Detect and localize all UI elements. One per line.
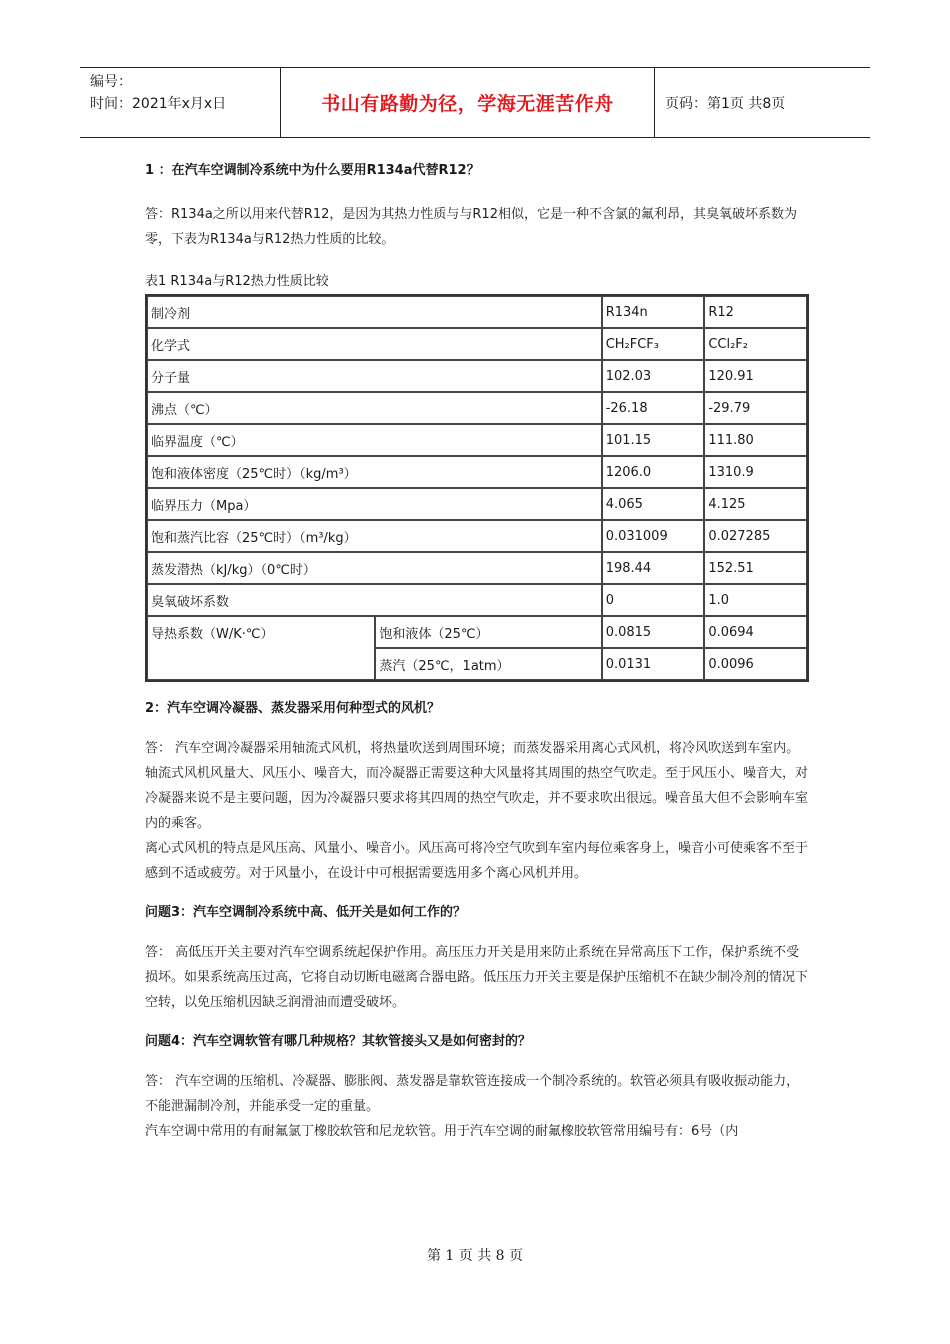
page-header — [80, 67, 870, 138]
properties-table — [145, 294, 809, 682]
table-cell: 0.031009 — [602, 520, 705, 552]
table-cell: 制冷剂 — [147, 296, 602, 328]
answer-3: 答： 高低压开关主要对汽车空调系统起保护作用。高压压力开关是用来防止系统在异常高压下工作，保护系统不受损坏。如果系统高压过高，它将自动切断电磁离合器电路。低压压力开关主要是保护压缩机不在缺少制冷剂的情况下空转，以免压缩机因缺乏润滑油而遭受破坏。 — [145, 945, 809, 1010]
table-row — [147, 584, 807, 616]
table-cell: 饱和液体（25℃） — [375, 616, 601, 648]
document-date: 时间：2021年x月x日 — [90, 96, 227, 112]
table-row — [147, 360, 807, 392]
table-cell: 198.44 — [602, 552, 705, 584]
document-body — [145, 160, 810, 1144]
question-3: 问题3：汽车空调制冷系统中高、低开关是如何工作的？ — [145, 905, 467, 920]
table-cell: -29.79 — [704, 392, 807, 424]
table-cell: 0.0131 — [602, 648, 705, 680]
table-cell: 1206.0 — [602, 456, 705, 488]
table-cell: 饱和蒸汽比容（25℃时）（m³/kg） — [147, 520, 602, 552]
table-cell: 导热系数（W/K·℃） — [147, 616, 375, 680]
document-number-label: 编号： — [90, 74, 132, 90]
answer-2-paragraph-3: 离心式风机的特点是风压高、风量小、噪音小。风压高可将冷空气吹到车室内每位乘客身上，噪音小可使乘客不至于感到不适或疲劳。对于风量小，在设计中可根据需要选用多个离心风机并用。 — [145, 841, 809, 881]
table-header-row — [147, 296, 807, 328]
table-cell: 111.80 — [704, 424, 807, 456]
table-cell: 102.03 — [602, 360, 705, 392]
answer-4: 答： 汽车空调的压缩机、冷凝器、膨胀阀、蒸发器是靠软管连接成一个制冷系统的。软管必须具有吸收振动能力，不能泄漏制冷剂，并能承受一定的重量。 — [145, 1074, 800, 1114]
table-row — [147, 616, 807, 648]
table-cell: 0.027285 — [704, 520, 807, 552]
table-cell: 101.15 — [602, 424, 705, 456]
question-4: 问题4：汽车空调软管有哪几种规格？其软管接头又是如何密封的？ — [145, 1034, 532, 1049]
table-row — [147, 552, 807, 584]
table-cell: 化学式 — [147, 328, 602, 360]
header-motto: 书山有路勤为径，学海无涯苦作舟 — [281, 68, 655, 137]
table-cell: 0 — [602, 584, 705, 616]
page-footer: 第 1 页 共 8 页 — [426, 1248, 524, 1264]
table-row — [147, 488, 807, 520]
table-cell: 临界温度（℃） — [147, 424, 602, 456]
table-row — [147, 424, 807, 456]
table-cell: 4.125 — [704, 488, 807, 520]
answer-1: 答：R134a之所以用来代替R12，是因为其热力性质与与R12相似，它是一种不含氯的氟利昂，其臭氧破坏系数为零，下表为R134a与R12热力性质的比较。 — [145, 207, 797, 247]
table-cell: 0.0096 — [704, 648, 807, 680]
table-cell: 0.0815 — [602, 616, 705, 648]
answer-2-paragraph-2: 轴流式风机风量大、风压小、噪音大，而冷凝器正需要这种大风量将其周围的热空气吹走。至于风压小、噪音大，对冷凝器来说不是主要问题，因为冷凝器只要求将其四周的热空气吹走，并不要求吹出很远。噪音虽大但不会影响车室内的乘客。 — [145, 766, 809, 831]
table-cell: 饱和液体密度（25℃时）（kg/m³） — [147, 456, 602, 488]
table-cell: 4.065 — [602, 488, 705, 520]
question-2: 2：汽车空调冷凝器、蒸发器采用何种型式的风机？ — [145, 701, 441, 716]
table-caption: 表1 R134a与R12热力性质比较 — [145, 274, 329, 289]
table-row — [147, 456, 807, 488]
table-cell: 沸点（℃） — [147, 392, 602, 424]
table-cell: R134n — [602, 296, 705, 328]
table-cell: CCl₂F₂ — [704, 328, 807, 360]
header-info — [80, 68, 281, 137]
table-cell: 1310.9 — [704, 456, 807, 488]
table-cell: 分子量 — [147, 360, 602, 392]
table-cell: 临界压力（Mpa） — [147, 488, 602, 520]
table-cell: 蒸发潜热（kJ/kg）（0℃时） — [147, 552, 602, 584]
table-row — [147, 520, 807, 552]
table-cell: 臭氧破坏系数 — [147, 584, 602, 616]
table-cell: -26.18 — [602, 392, 705, 424]
table-cell: 1.0 — [704, 584, 807, 616]
table-cell: R12 — [704, 296, 807, 328]
table-cell: 蒸汽（25℃，1atm） — [375, 648, 601, 680]
answer-4-paragraph-2: 汽车空调中常用的有耐氟氯丁橡胶软管和尼龙软管。用于汽车空调的耐氟橡胶软管常用编号有：6号（内 — [145, 1124, 739, 1139]
table-cell: 120.91 — [704, 360, 807, 392]
table-cell: CH₂FCF₃ — [602, 328, 705, 360]
table-cell: 0.0694 — [704, 616, 807, 648]
header-page-number: 页码：第1页 共8页 — [665, 95, 786, 112]
table-cell: 152.51 — [704, 552, 807, 584]
question-1: 1 ：在汽车空调制冷系统中为什么要用R134a代替R12？ — [145, 163, 480, 178]
answer-2: 答： 汽车空调冷凝器采用轴流式风机，将热量吹送到周围环境；而蒸发器采用离心式风机，将冷风吹送到车室内。 — [145, 741, 800, 756]
table-row — [147, 328, 807, 360]
table-row — [147, 392, 807, 424]
